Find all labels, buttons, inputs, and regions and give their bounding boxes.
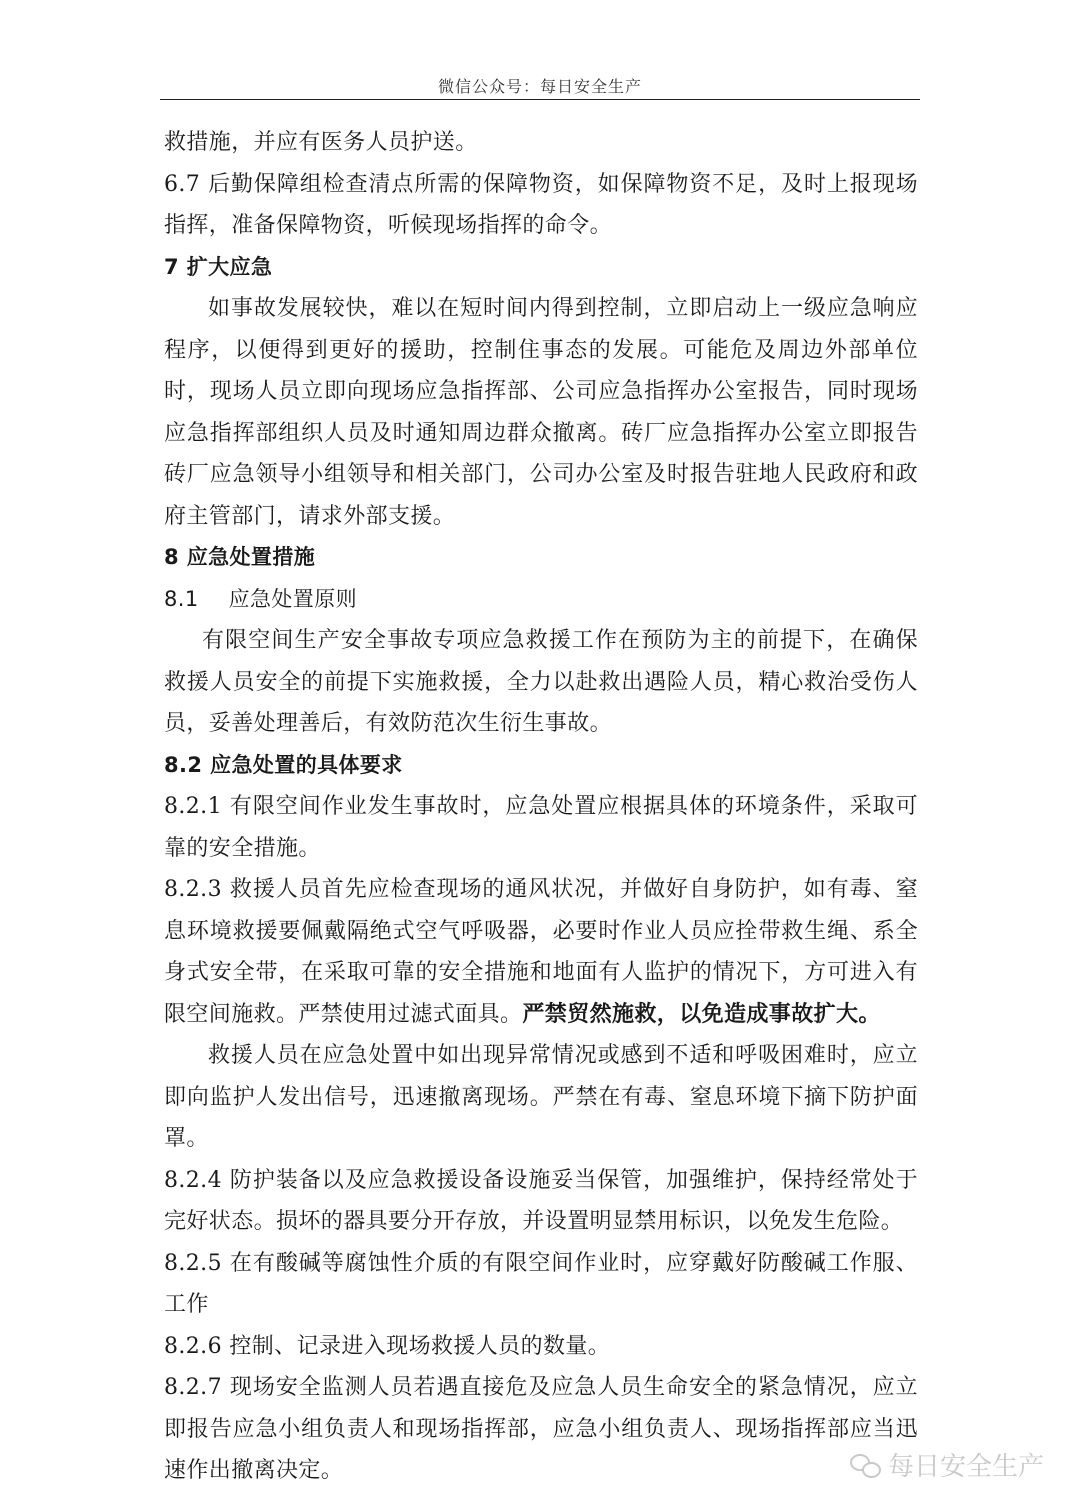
header-divider xyxy=(160,99,920,100)
paragraph: 如事故发展较快，难以在短时间内得到控制，立即启动上一级应急响应程序，以便得到更好的援助，控制住事态的发展。可能危及周边外部单位时，现场人员立即向现场应急指挥部、公司应急指挥办公室报告，同时现场应急指挥部组织人员及时通知周边群众撤离。砖厂应急指挥办公室立即报告砖厂应急领导小组领导和相关部门，公司办公室及时报告驻地人民政府和政府主管部门，请求外部支援。 xyxy=(164,296,918,529)
subsection-title: 应急处置原则 xyxy=(228,586,358,611)
paragraph: 8.2.7 现场安全监测人员若遇直接危及应急人员生命安全的紧急情况，应立即报告应急小组负责人和现场指挥部，应急小组负责人、现场指挥部应当迅速作出撤离决定。 xyxy=(164,1375,918,1483)
subsection-heading xyxy=(164,579,918,621)
paragraph: 6.7 后勤保障组检查清点所需的保障物资，如保障物资不足，及时上报现场指挥，准备保障物资，听候现场指挥的命令。 xyxy=(164,171,918,238)
paragraph xyxy=(164,869,918,1035)
document-body xyxy=(164,122,918,1492)
paragraph-text: 8.2.3 救援人员首先应检查现场的通风状况，并做好自身防护，如有毒、窒息环境救援要佩戴隔绝式空气呼吸器，必要时作业人员应拴带救生绳、系全身式安全带，在采取可靠的安全措施和地面有人监护的情况下，方可进入有限空间施救。严禁使用过滤式面具。 xyxy=(164,877,918,1027)
paragraph: 8.2.4 防护装备以及应急救援设备设施妥当保管，加强维护，保持经常处于完好状态。损坏的器具要分开存放，并设置明显禁用标识，以免发生危险。 xyxy=(164,1167,918,1234)
wechat-icon xyxy=(850,1452,880,1478)
section-heading: 8 应急处置措施 xyxy=(164,545,316,569)
paragraph: 8.2.5 在有酸碱等腐蚀性介质的有限空间作业时，应穿戴好防酸碱工作服、工作 xyxy=(164,1250,918,1317)
subsection-heading: 8.2 应急处置的具体要求 xyxy=(164,752,403,777)
watermark xyxy=(850,1446,1044,1483)
subsection-number: 8.1 xyxy=(164,586,199,611)
paragraph: 8.2.6 控制、记录进入现场救援人员的数量。 xyxy=(164,1333,611,1359)
paragraph: 救援人员在应急处置中如出现异常情况或感到不适和呼吸困难时，应立即向监护人发出信号，迅速撤离现场。严禁在有毒、窒息环境下摘下防护面罩。 xyxy=(164,1043,918,1151)
watermark-text: 每日安全生产 xyxy=(887,1452,1044,1482)
paragraph: 8.2.1 有限空间作业发生事故时，应急处置应根据具体的环境条件，采取可靠的安全措施。 xyxy=(164,794,918,861)
paragraph: 救措施，并应有医务人员护送。 xyxy=(164,130,478,155)
page-header: 微信公众号：每日安全生产 xyxy=(437,77,642,96)
paragraph: 有限空间生产安全事故专项应急救援工作在预防为主的前提下，在确保救援人员安全的前提下实施救援，全力以赴救出遇险人员，精心救治受伤人员，妥善处理善后，有效防范次生衍生事故。 xyxy=(164,628,918,736)
section-heading: 7 扩大应急 xyxy=(164,254,273,279)
emphasis-text: 严禁贸然施救，以免造成事故扩大。 xyxy=(522,1001,881,1027)
